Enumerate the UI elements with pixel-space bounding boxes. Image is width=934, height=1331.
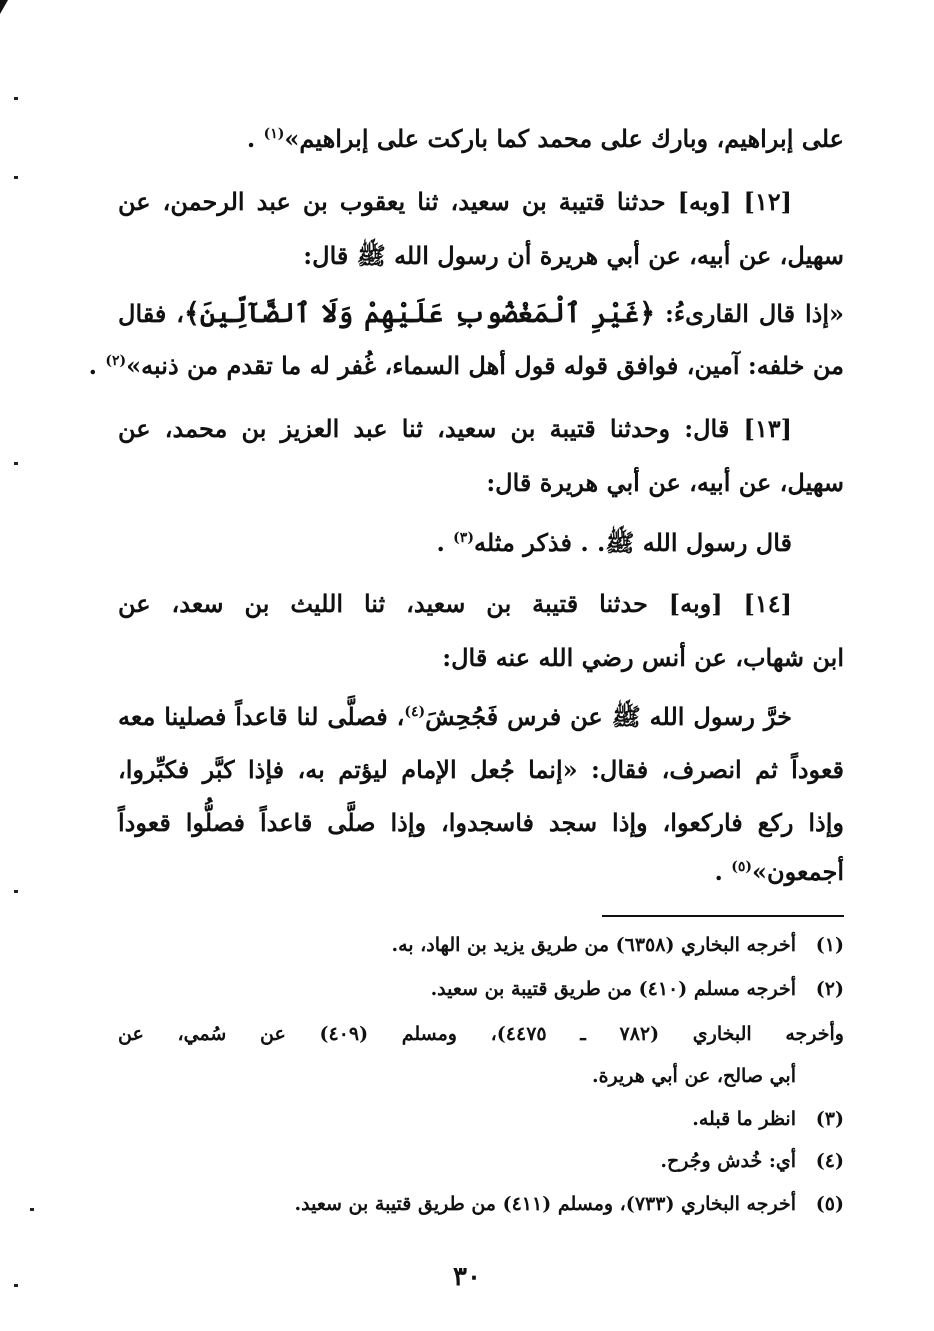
hadith-14-line-4: قعوداً ثم انصرف، فقال: «إنما جُعل الإمام ليؤتم به، فإذا كبَّر فكبِّروا، [118, 755, 844, 784]
footnote-separator [602, 915, 844, 917]
hadith-12-line-3: «إذا قال القارىءُ: ﴿غَيْرِ ٱلْمَغْضُوبِ عَلَيْهِمْ وَلَا ٱلضَّآلِّينَ﴾، فقال [118, 298, 844, 329]
hadith-13-line-2: سهيل، عن أبيه، عن أبي هريرة قال: [486, 468, 844, 497]
hadith-13-line-3: قال رسول الله ﷺ. . فذكر مثله$^{(٣)}$ . [436, 528, 792, 557]
hadith-12-line-1: [١٢] [وبه] حدثنا قتيبة بن سعيد، ثنا يعقوب بن عبد الرحمن، عن [118, 187, 792, 216]
hadith-14-line-1: [١٤] [وبه] حدثنا قتيبة بن سعيد، ثنا الليث بن سعد، عن [118, 589, 792, 618]
hadith-14-line-3: خرَّ رسول الله ﷺ عن فرس فَجُحِشَ$^{(٤)}$، فصلَّى لنا قاعداً فصلينا معه [118, 702, 792, 731]
footnote-2-continuation: أبي صالح، عن أبي هريرة. [591, 1065, 796, 1087]
footnote-2: (٢)أخرجه مسلم (٤١٠) من طريق قتيبة بن سعيد. [430, 978, 844, 1000]
hadith-12-line-2: سهيل، عن أبيه، عن أبي هريرة أن رسول الله ﷺ قال: [303, 241, 844, 270]
page-number: ٣٠ [453, 1262, 481, 1292]
hadith-14-line-5: وإذا ركع فاركعوا، وإذا سجد فاسجدوا، وإذا صلَّى قاعداً فصلُّوا قعوداً [118, 808, 844, 837]
hadith-14-line-2: ابن شهاب، عن أنس رضي الله عنه قال: [442, 643, 844, 672]
edge-dot [14, 97, 18, 100]
hadith-12-line-4: من خلفه: آمين، فوافق قوله قول أهل السماء، غُفر له ما تقدم من ذنبه»$^{(٢)}$ . [88, 351, 844, 380]
footnote-4: (٤)أي: خُدش وجُرح. [660, 1150, 844, 1172]
footnote-3: (٣)انظر ما قبله. [692, 1108, 844, 1130]
edge-dot [14, 462, 18, 465]
edge-dot [14, 176, 18, 179]
edge-dot [14, 890, 18, 893]
hadith-13-line-1: [١٣] قال: وحدثنا قتيبة بن سعيد، ثنا عبد العزيز بن محمد، عن [118, 414, 792, 443]
main-text [88, 0, 844, 900]
corner-mark [0, 0, 8, 14]
quran-verse: ﴿غَيْرِ ٱلْمَغْضُوبِ عَلَيْهِمْ وَلَا ٱلضَّآلِّينَ﴾ [184, 298, 656, 329]
footnote-2-continuation: وأخرجه البخاري (٧٨٢ ـ ٤٤٧٥)، ومسلم (٤٠٩) عن سُمي، عن [118, 1023, 844, 1045]
text-line: على إبراهيم، وبارك على محمد كما باركت على إبراهيم»$^{(١)}$ . [246, 124, 844, 153]
hadith-14-line-6: أجمعون»$^{(٥)}$ . [714, 857, 844, 886]
footnote-1: (١)أخرجه البخاري (٦٣٥٨) من طريق يزيد بن الهاد، به. [391, 934, 844, 956]
edge-dot [30, 1208, 34, 1211]
footnote-5: (٥)أخرجه البخاري (٧٣٣)، ومسلم (٤١١) من طريق قتيبة بن سعيد. [294, 1193, 844, 1215]
